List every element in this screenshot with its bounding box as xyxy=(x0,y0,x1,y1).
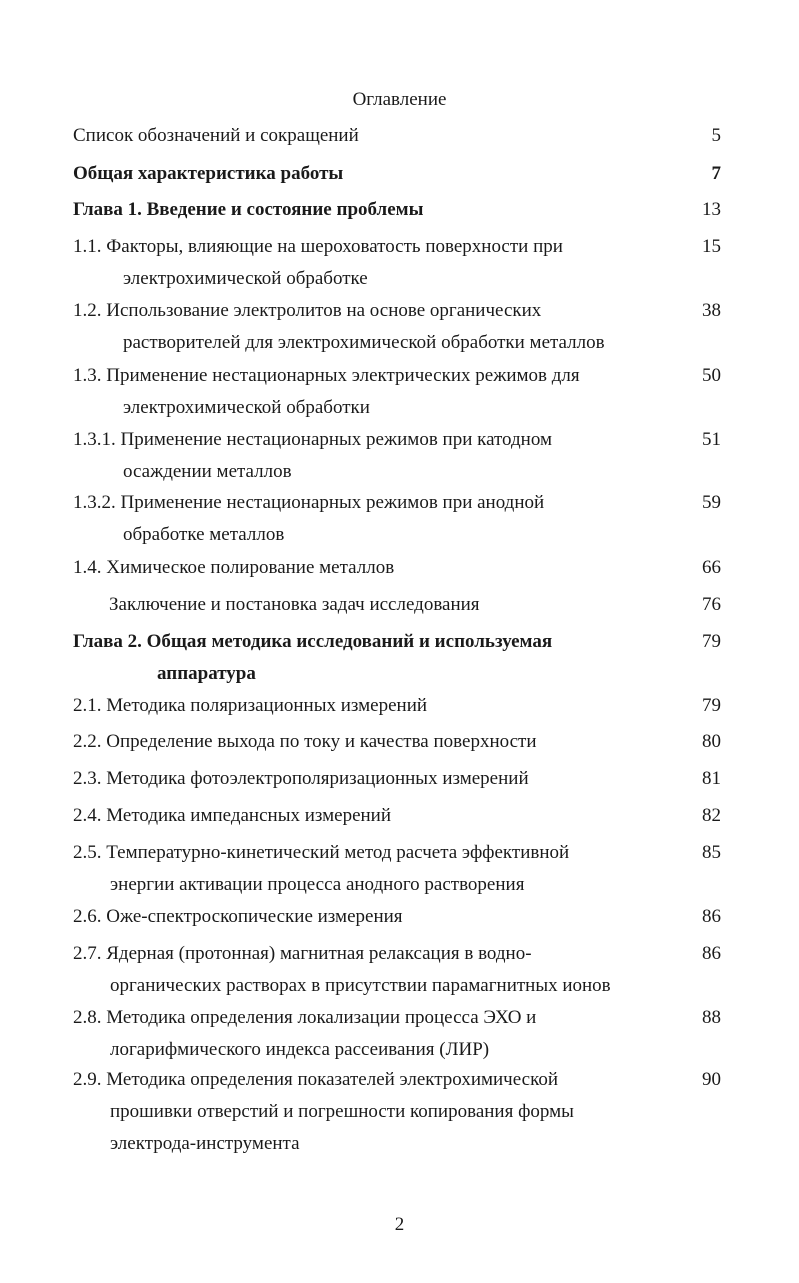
toc-entry-page: 90 xyxy=(702,1069,721,1090)
toc-entry-line: 2.9. Методика определения показателей электрохимической xyxy=(73,1069,559,1090)
toc-entry-line: 2.7. Ядерная (протонная) магнитная релаксация в водно- xyxy=(73,943,532,964)
toc-entry-page: 76 xyxy=(702,594,721,615)
toc-entry-page: 85 xyxy=(702,842,721,863)
toc-entry-line: органических растворах в присутствии парамагнитных ионов xyxy=(110,975,611,996)
toc-entry-text xyxy=(73,487,663,551)
toc-entry-page: 81 xyxy=(702,768,721,789)
toc-entry-page: 82 xyxy=(702,805,721,826)
toc-entry-text xyxy=(73,1002,663,1066)
toc-entry-line: электрохимической обработки xyxy=(123,397,370,418)
toc-entry-page: 88 xyxy=(702,1007,721,1028)
toc-entry-page: 50 xyxy=(702,365,721,386)
toc-entry-page: 51 xyxy=(702,429,721,450)
toc-entry-text xyxy=(73,295,663,359)
toc-entry-page: 79 xyxy=(702,631,721,652)
toc-entry-line: 1.3. Применение нестационарных электрических режимов для xyxy=(73,365,580,386)
toc-entry-line: растворителей для электрохимической обработки металлов xyxy=(123,332,605,353)
toc-entry-text: 2.3. Методика фотоэлектрополяризационных измерений xyxy=(73,768,529,789)
toc-entry-page: 7 xyxy=(711,163,721,184)
toc-entry-text: Список обозначений и сокращений xyxy=(73,125,359,146)
toc-entry-page: 15 xyxy=(702,236,721,257)
toc-entry-text: Заключение и постановка задач исследования xyxy=(109,594,480,615)
page-number: 2 xyxy=(394,1214,405,1235)
toc-entry-line: аппаратура xyxy=(157,663,256,684)
toc-entry-line: Глава 2. Общая методика исследований и используемая xyxy=(73,631,553,652)
toc-entry-text: 2.6. Оже-спектроскопические измерения xyxy=(73,906,403,927)
toc-entry-text: Глава 1. Введение и состояние проблемы xyxy=(73,199,424,220)
toc-entry-line: осаждении металлов xyxy=(123,461,292,482)
toc-entry-line: 1.1. Факторы, влияющие на шероховатость поверхности при xyxy=(73,236,563,257)
toc-entry-page: 79 xyxy=(702,695,721,716)
toc-entry-line: электрохимической обработке xyxy=(123,268,368,289)
toc-entry-page: 13 xyxy=(702,199,721,220)
toc-entry-text xyxy=(73,837,663,901)
toc-entry-text xyxy=(73,626,663,690)
toc-entry-line: 2.8. Методика определения локализации процесса ЭХО и xyxy=(73,1007,537,1028)
toc-entry-text xyxy=(73,360,663,424)
toc-entry-page: 38 xyxy=(702,300,721,321)
toc-entry-text: 1.4. Химическое полирование металлов xyxy=(73,557,395,578)
toc-entry-text xyxy=(73,424,663,488)
toc-entry-text: 2.1. Методика поляризационных измерений xyxy=(73,695,428,716)
toc-entry-line: 1.3.1. Применение нестационарных режимов при катодном xyxy=(73,429,553,450)
toc-entry-page: 86 xyxy=(702,943,721,964)
toc-entry-line: 2.5. Температурно-кинетический метод расчета эффективной xyxy=(73,842,570,863)
toc-entry-page: 86 xyxy=(702,906,721,927)
toc-entry-text xyxy=(73,1064,663,1160)
toc-entry-line: прошивки отверстий и погрешности копирования формы xyxy=(110,1101,574,1122)
toc-entry-page: 59 xyxy=(702,492,721,513)
toc-entry-text xyxy=(73,938,663,1002)
toc-entry-line: 1.3.2. Применение нестационарных режимов при анодной xyxy=(73,492,545,513)
toc-entry-line: обработке металлов xyxy=(123,524,285,545)
toc-entry-line: электрода-инструмента xyxy=(110,1133,300,1154)
toc-entry-text: 2.4. Методика импедансных измерений xyxy=(73,805,392,826)
toc-entry-page: 66 xyxy=(702,557,721,578)
toc-entry-text: 2.2. Определение выхода по току и качества поверхности xyxy=(73,731,537,752)
toc-entry-line: 1.2. Использование электролитов на основе органических xyxy=(73,300,542,321)
toc-title: Оглавление xyxy=(352,89,447,110)
toc-entry-line: логарифмического индекса рассеивания (ЛИР) xyxy=(110,1039,490,1060)
toc-entry-page: 80 xyxy=(702,731,721,752)
toc-entry-line: энергии активации процесса анодного растворения xyxy=(110,874,525,895)
toc-entry-text xyxy=(73,231,663,295)
toc-entry-page: 5 xyxy=(711,125,721,146)
toc-entry-text: Общая характеристика работы xyxy=(73,163,344,184)
